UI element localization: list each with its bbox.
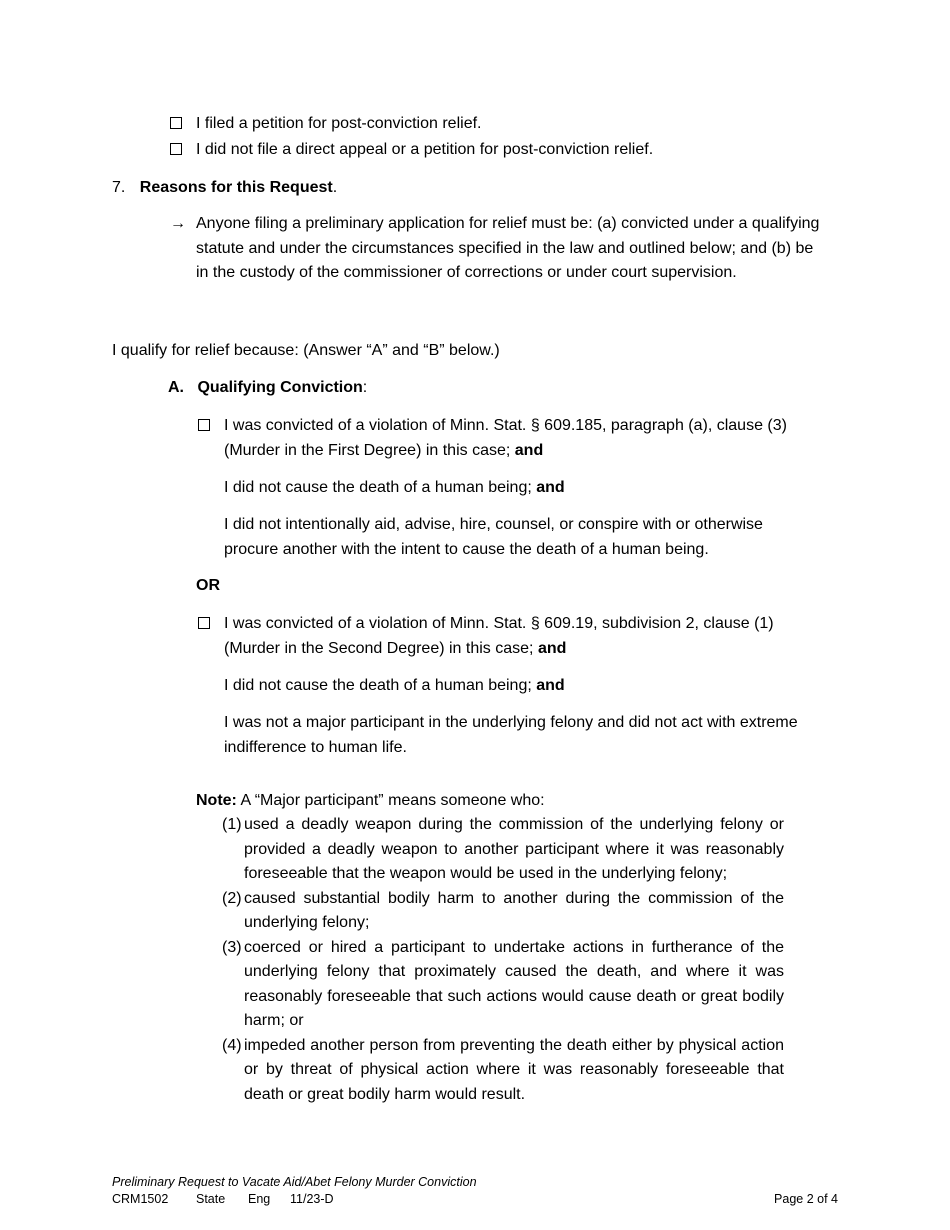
- language: Eng: [248, 1192, 271, 1206]
- note-item: [222, 936, 784, 1034]
- or-text: OR: [196, 577, 220, 594]
- note-item-text: used a deadly weapon during the commission of the underlying felony or provided a deadly weapon to another participant where it was reasonably foreseeable that the weapon would be used in the underlying felony;: [244, 816, 784, 882]
- and-label: and: [514, 441, 544, 459]
- first-degree-no-aid: I did not intentionally aid, advise, hire, counsel, or conspire with or otherwise procure another with the intent to cause the death of a human being.: [224, 516, 763, 558]
- second-degree-no-death: [224, 674, 565, 699]
- and-label: and: [536, 479, 565, 496]
- note-item: [222, 1034, 784, 1108]
- no-death-text: I did not cause the death of a human being;: [224, 479, 532, 496]
- first-degree-conviction: [224, 414, 828, 463]
- qualify-intro: I qualify for relief because: (Answer “A” and “B” below.): [112, 342, 500, 359]
- checkbox[interactable]: [170, 143, 182, 155]
- revision: 11/23-D: [290, 1192, 334, 1206]
- note-item: [222, 813, 784, 887]
- note-item-list: [222, 813, 784, 1107]
- jurisdiction: State: [196, 1192, 226, 1206]
- note-item-text: impeded another person from preventing the death either by physical action or by threat of physical action where it was reasonably foreseeable that death or great bodily harm would result.: [244, 1036, 784, 1103]
- arrow-right-icon: →: [170, 215, 186, 232]
- and-label: and: [537, 639, 567, 657]
- section-number: 7.: [112, 179, 126, 196]
- section-title: Qualifying Conviction: [197, 379, 363, 396]
- and-label: and: [536, 677, 565, 694]
- note-text: A “Major participant” means someone who:: [240, 792, 545, 809]
- section-letter: A.: [168, 379, 184, 396]
- first-degree-no-death: [224, 476, 565, 501]
- checkbox[interactable]: [198, 419, 210, 431]
- note-item-number: (1): [222, 816, 242, 833]
- checkbox[interactable]: [198, 617, 210, 629]
- section-7-heading: [112, 176, 337, 201]
- section-title: Reasons for this Request: [139, 179, 333, 196]
- note-item-number: (3): [222, 938, 242, 956]
- footer-meta: [112, 1190, 842, 1208]
- form-code: CRM1502: [112, 1192, 169, 1206]
- second-degree-conviction: [224, 612, 828, 661]
- note-item-text: coerced or hired a participant to undertake actions in furtherance of the underlying felony that proximately caused the death, and where it was reasonably foreseeable that such actions would cause death or great bodily harm; or: [244, 938, 784, 1029]
- option-label: I filed a petition for post-conviction relief.: [196, 115, 482, 132]
- section-a-heading: [168, 376, 367, 401]
- conviction-text: I was convicted of a violation of Minn. Stat. § 609.19, subdivision 2, clause (1) (Murder in the Second Degree) in this case;: [224, 615, 774, 657]
- conviction-text: I was convicted of a violation of Minn. Stat. § 609.185, paragraph (a), clause (3) (Murder in the First Degree) in this case;: [224, 417, 787, 459]
- instruction-text: Anyone filing a preliminary application for relief must be: (a) convicted under a qualifying statute and under the circumstances specified in the law and outlined below; and (b) be in the custody of the commissioner of corrections or under court supervision.: [196, 215, 820, 281]
- form-title: Preliminary Request to Vacate Aid/Abet Felony Murder Conviction: [112, 1175, 477, 1189]
- note-item: [222, 887, 784, 936]
- second-degree-not-major: I was not a major participant in the underlying felony and did not act with extreme indifference to human life.: [224, 714, 798, 756]
- section-title-suffix: :: [362, 379, 368, 396]
- page-number: Page 2 of 4: [774, 1192, 838, 1206]
- note-item-number: (2): [222, 889, 242, 907]
- note-item-text: caused substantial bodily harm to another during the commission of the underlying felony;: [244, 889, 784, 931]
- option-label: I did not file a direct appeal or a petition for post-conviction relief.: [196, 141, 654, 158]
- note-item-number: (4): [222, 1036, 242, 1054]
- note-label: Note:: [196, 792, 237, 809]
- or-label: [196, 574, 220, 599]
- section-title-suffix: .: [332, 179, 338, 196]
- no-death-text: I did not cause the death of a human being;: [224, 677, 532, 694]
- note-heading: [196, 789, 545, 814]
- footer-title: [112, 1173, 477, 1191]
- checkbox[interactable]: [170, 117, 182, 129]
